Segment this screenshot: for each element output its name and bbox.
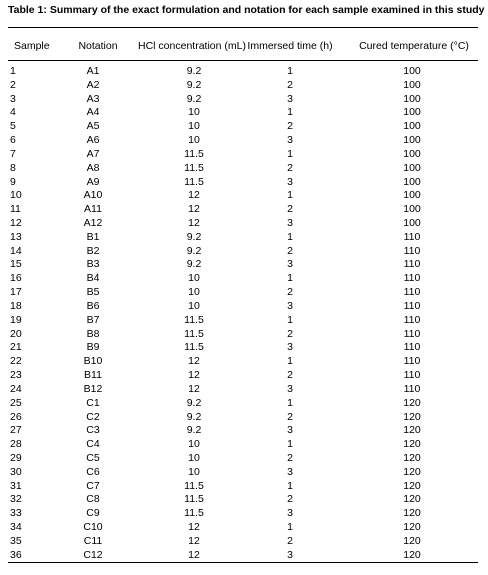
table-row — [8, 328, 478, 341]
cell-hcl-concentration: 12 — [188, 369, 200, 382]
cell-immersed-time: 2 — [287, 369, 293, 382]
cell-cured-temperature: 100 — [403, 92, 421, 105]
cell-cured-temperature: 110 — [403, 355, 421, 368]
cell-notation: C2 — [86, 410, 100, 423]
cell-immersed-time: 2 — [287, 120, 293, 133]
table-caption: Table 1: Summary of the exact formulation and notation for each sample examined in this study — [8, 4, 485, 16]
cell-notation: C4 — [86, 438, 100, 451]
cell-cured-temperature: 100 — [403, 134, 421, 147]
cell-hcl-concentration: 12 — [188, 217, 200, 230]
cell-notation: C11 — [83, 534, 103, 547]
cell-immersed-time: 1 — [287, 313, 293, 326]
cell-immersed-time: 2 — [287, 493, 293, 506]
cell-immersed-time: 1 — [287, 230, 293, 243]
cell-immersed-time: 2 — [287, 286, 293, 299]
cell-notation: B10 — [83, 355, 103, 368]
bottom-rule — [8, 562, 478, 563]
cell-hcl-concentration: 11.5 — [184, 161, 204, 174]
cell-sample: 24 — [10, 382, 22, 395]
table-row — [8, 162, 478, 175]
cell-cured-temperature: 110 — [403, 369, 421, 382]
cell-hcl-concentration: 10 — [188, 106, 200, 119]
cell-hcl-concentration: 11.5 — [184, 493, 204, 506]
cell-cured-temperature: 120 — [403, 521, 421, 534]
table-row — [8, 189, 478, 202]
table-row — [8, 466, 478, 479]
cell-immersed-time: 1 — [287, 479, 293, 492]
cell-hcl-concentration: 9.2 — [186, 424, 202, 437]
cell-hcl-concentration: 11.5 — [184, 175, 204, 188]
cell-immersed-time: 1 — [287, 355, 293, 368]
cell-sample: 22 — [10, 355, 22, 368]
cell-immersed-time: 1 — [287, 106, 293, 119]
table-row — [8, 272, 478, 285]
cell-hcl-concentration: 11.5 — [184, 147, 204, 160]
cell-sample: 3 — [10, 92, 16, 105]
cell-sample: 28 — [10, 438, 22, 451]
cell-sample: 15 — [10, 258, 22, 271]
cell-notation: A7 — [86, 147, 100, 160]
cell-notation: A1 — [86, 65, 100, 77]
cell-immersed-time: 1 — [287, 147, 293, 160]
cell-hcl-concentration: 10 — [188, 286, 200, 299]
cell-sample: 29 — [10, 451, 22, 464]
cell-cured-temperature: 110 — [403, 244, 421, 257]
cell-sample: 13 — [10, 230, 22, 243]
cell-immersed-time: 1 — [287, 272, 293, 285]
cell-hcl-concentration: 11.5 — [184, 479, 204, 492]
table-row — [8, 65, 478, 78]
cell-notation: A6 — [86, 134, 100, 147]
cell-hcl-concentration: 9.2 — [186, 244, 202, 257]
cell-sample: 4 — [10, 106, 16, 119]
cell-cured-temperature: 120 — [403, 507, 421, 520]
cell-notation: C6 — [86, 465, 100, 478]
cell-sample: 21 — [10, 341, 22, 354]
table-row — [8, 314, 478, 327]
cell-immersed-time: 3 — [287, 92, 293, 105]
cell-hcl-concentration: 9.2 — [186, 410, 202, 423]
table-row — [8, 383, 478, 396]
cell-notation: A11 — [84, 203, 102, 216]
table-row — [8, 106, 478, 119]
cell-sample: 5 — [10, 120, 16, 133]
cell-notation: C1 — [86, 396, 100, 409]
table-row — [8, 217, 478, 230]
cell-notation: A8 — [86, 161, 100, 174]
cell-immersed-time: 2 — [287, 203, 293, 216]
table-row — [8, 535, 478, 548]
cell-sample: 16 — [10, 272, 22, 285]
cell-immersed-time: 1 — [287, 396, 293, 409]
cell-cured-temperature: 100 — [403, 161, 421, 174]
cell-notation: B11 — [84, 369, 102, 382]
cell-cured-temperature: 110 — [403, 286, 421, 299]
table-row — [8, 231, 478, 244]
cell-cured-temperature: 120 — [403, 479, 421, 492]
cell-immersed-time: 3 — [287, 548, 293, 561]
cell-cured-temperature: 110 — [403, 272, 421, 285]
cell-immersed-time: 3 — [287, 299, 293, 312]
cell-sample: 30 — [10, 465, 22, 478]
cell-immersed-time: 3 — [287, 217, 293, 230]
header-cured-temperature: Cured temperature (°C) — [359, 40, 469, 52]
cell-sample: 27 — [10, 424, 22, 437]
cell-cured-temperature: 100 — [403, 147, 421, 160]
table-row — [8, 300, 478, 313]
table-row — [8, 507, 478, 520]
cell-notation: B12 — [83, 382, 103, 395]
cell-cured-temperature: 100 — [403, 65, 421, 77]
table-row — [8, 521, 478, 534]
cell-immersed-time: 2 — [287, 451, 293, 464]
cell-sample: 14 — [10, 244, 22, 257]
table-row — [8, 245, 478, 258]
cell-hcl-concentration: 11.5 — [184, 507, 204, 520]
cell-notation: B9 — [86, 341, 100, 354]
table-row — [8, 203, 478, 216]
cell-sample: 34 — [10, 521, 22, 534]
header-immersed-time: Immersed time (h) — [247, 40, 333, 52]
cell-cured-temperature: 120 — [403, 548, 421, 561]
cell-cured-temperature: 100 — [403, 217, 421, 230]
cell-immersed-time: 3 — [287, 507, 293, 520]
table-row — [8, 258, 478, 271]
cell-notation: B5 — [86, 286, 100, 299]
cell-hcl-concentration: 9.2 — [186, 78, 202, 91]
cell-immersed-time: 2 — [287, 244, 293, 257]
cell-hcl-concentration: 12 — [188, 189, 200, 202]
table-row — [8, 438, 478, 451]
table-row — [8, 397, 478, 410]
cell-sample: 25 — [10, 396, 22, 409]
cell-cured-temperature: 120 — [403, 534, 421, 547]
header-sample: Sample — [14, 40, 50, 52]
cell-notation: A4 — [86, 106, 100, 119]
cell-sample: 18 — [10, 299, 22, 312]
cell-sample: 31 — [10, 479, 22, 492]
cell-immersed-time: 3 — [287, 258, 293, 271]
cell-notation: C12 — [83, 548, 103, 561]
cell-sample: 10 — [10, 189, 22, 202]
cell-hcl-concentration: 12 — [188, 382, 200, 395]
cell-hcl-concentration: 10 — [188, 272, 200, 285]
cell-notation: B6 — [86, 299, 100, 312]
cell-notation: B2 — [86, 244, 100, 257]
cell-sample: 17 — [10, 286, 22, 299]
cell-immersed-time: 3 — [287, 341, 293, 354]
cell-cured-temperature: 120 — [403, 493, 421, 506]
cell-sample: 9 — [10, 175, 16, 188]
top-rule — [8, 27, 478, 28]
cell-immersed-time: 2 — [287, 327, 293, 340]
cell-hcl-concentration: 12 — [188, 548, 200, 561]
cell-sample: 19 — [10, 313, 22, 326]
cell-hcl-concentration: 9.2 — [186, 258, 202, 271]
cell-hcl-concentration: 9.2 — [186, 230, 202, 243]
cell-sample: 20 — [10, 327, 22, 340]
cell-notation: B1 — [86, 230, 100, 243]
cell-sample: 12 — [10, 217, 22, 230]
cell-immersed-time: 3 — [287, 465, 293, 478]
cell-hcl-concentration: 10 — [188, 465, 200, 478]
cell-cured-temperature: 120 — [403, 396, 421, 409]
cell-hcl-concentration: 12 — [188, 534, 200, 547]
table-row — [8, 369, 478, 382]
cell-notation: C5 — [86, 451, 100, 464]
cell-hcl-concentration: 9.2 — [186, 92, 202, 105]
cell-hcl-concentration: 11.5 — [184, 341, 204, 354]
table-row — [8, 79, 478, 92]
cell-notation: C3 — [86, 424, 100, 437]
table-row — [8, 134, 478, 147]
cell-cured-temperature: 120 — [403, 465, 421, 478]
cell-sample: 26 — [10, 410, 22, 423]
cell-cured-temperature: 120 — [403, 410, 421, 423]
cell-hcl-concentration: 12 — [188, 203, 200, 216]
table-row — [8, 148, 478, 161]
cell-sample: 35 — [10, 534, 22, 547]
cell-hcl-concentration: 11.5 — [184, 313, 204, 326]
cell-notation: C9 — [86, 507, 100, 520]
cell-immersed-time: 2 — [287, 410, 293, 423]
cell-hcl-concentration: 10 — [188, 451, 200, 464]
cell-sample: 2 — [10, 78, 16, 91]
table-row — [8, 341, 478, 354]
cell-sample: 8 — [10, 161, 16, 174]
cell-sample: 32 — [10, 493, 22, 506]
cell-immersed-time: 1 — [287, 438, 293, 451]
table-row — [8, 355, 478, 368]
cell-notation: A2 — [86, 78, 100, 91]
cell-cured-temperature: 100 — [403, 78, 421, 91]
cell-cured-temperature: 100 — [403, 120, 421, 133]
cell-immersed-time: 2 — [287, 534, 293, 547]
table-row — [8, 452, 478, 465]
cell-immersed-time: 3 — [287, 134, 293, 147]
table-row — [8, 424, 478, 437]
cell-cured-temperature: 110 — [403, 230, 421, 243]
cell-sample: 11 — [10, 203, 21, 216]
cell-hcl-concentration: 12 — [188, 521, 200, 534]
cell-notation: B8 — [86, 327, 100, 340]
cell-hcl-concentration: 10 — [188, 120, 200, 133]
cell-notation: C8 — [86, 493, 100, 506]
cell-notation: A3 — [86, 92, 100, 105]
cell-cured-temperature: 100 — [403, 106, 421, 119]
cell-cured-temperature: 120 — [403, 451, 421, 464]
header-hcl-concentration: HCl concentration (mL) — [138, 40, 246, 52]
cell-hcl-concentration: 9.2 — [186, 65, 202, 77]
table-row — [8, 120, 478, 133]
cell-sample: 1 — [10, 65, 16, 77]
cell-notation: C7 — [86, 479, 100, 492]
table-row — [8, 176, 478, 189]
cell-notation: B4 — [86, 272, 100, 285]
cell-cured-temperature: 110 — [403, 341, 421, 354]
cell-notation: A9 — [86, 175, 100, 188]
cell-immersed-time: 2 — [287, 78, 293, 91]
cell-hcl-concentration: 9.2 — [186, 396, 202, 409]
header-notation: Notation — [78, 40, 118, 52]
cell-immersed-time: 3 — [287, 382, 293, 395]
cell-notation: A10 — [83, 189, 103, 202]
cell-cured-temperature: 110 — [403, 327, 421, 340]
cell-sample: 23 — [10, 369, 22, 382]
cell-sample: 36 — [10, 548, 22, 561]
cell-cured-temperature: 110 — [403, 299, 421, 312]
cell-immersed-time: 2 — [287, 161, 293, 174]
cell-notation: A5 — [86, 120, 100, 133]
table-row — [8, 549, 478, 562]
cell-cured-temperature: 110 — [403, 313, 421, 326]
cell-hcl-concentration: 12 — [188, 355, 200, 368]
cell-cured-temperature: 120 — [403, 424, 421, 437]
cell-cured-temperature: 120 — [403, 438, 421, 451]
cell-immersed-time: 1 — [287, 65, 293, 77]
cell-sample: 7 — [10, 147, 16, 160]
cell-cured-temperature: 100 — [403, 189, 421, 202]
cell-cured-temperature: 110 — [403, 258, 421, 271]
table-row — [8, 480, 478, 493]
cell-notation: B7 — [86, 313, 100, 326]
table-row — [8, 493, 478, 506]
cell-immersed-time: 3 — [287, 175, 293, 188]
cell-hcl-concentration: 10 — [188, 438, 200, 451]
header-rule — [8, 60, 478, 61]
cell-cured-temperature: 100 — [403, 203, 421, 216]
table-header-row — [8, 40, 478, 53]
cell-sample: 6 — [10, 134, 16, 147]
table-row — [8, 93, 478, 106]
cell-hcl-concentration: 10 — [188, 299, 200, 312]
cell-notation: A12 — [83, 217, 103, 230]
table-row — [8, 286, 478, 299]
cell-cured-temperature: 100 — [403, 175, 421, 188]
cell-immersed-time: 1 — [287, 521, 293, 534]
cell-sample: 33 — [10, 507, 22, 520]
cell-notation: C10 — [83, 521, 103, 534]
cell-immersed-time: 3 — [287, 424, 293, 437]
cell-hcl-concentration: 11.5 — [184, 327, 204, 340]
cell-hcl-concentration: 10 — [188, 134, 200, 147]
cell-notation: B3 — [86, 258, 100, 271]
cell-immersed-time: 1 — [287, 189, 293, 202]
table-row — [8, 411, 478, 424]
cell-cured-temperature: 110 — [403, 382, 421, 395]
